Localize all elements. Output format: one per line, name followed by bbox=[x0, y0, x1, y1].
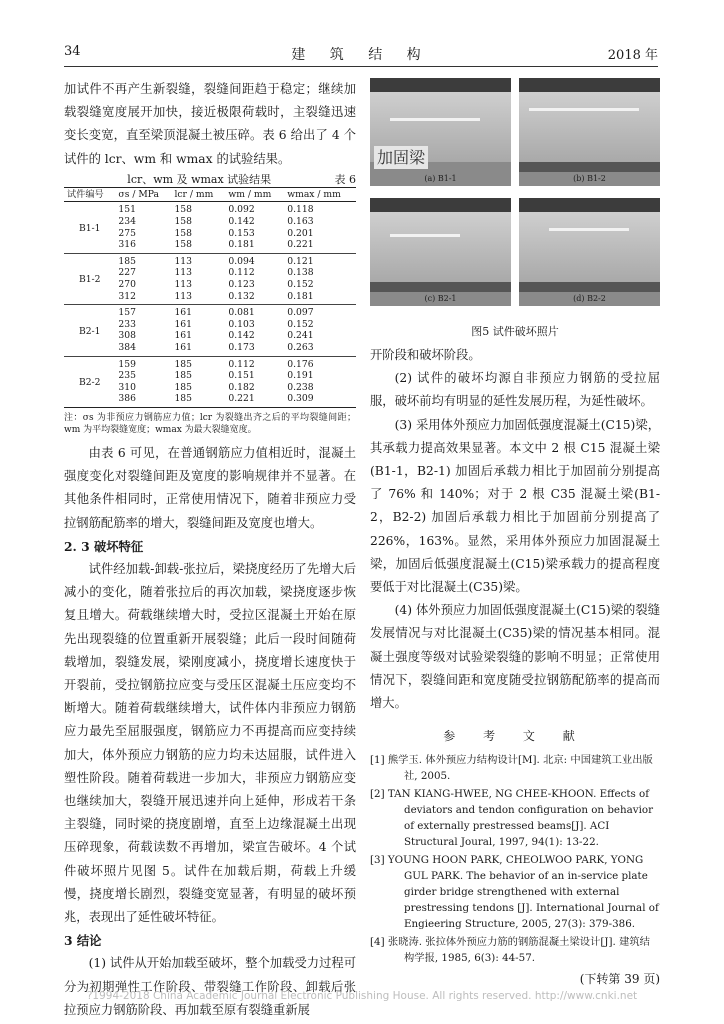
table-cell: 275 bbox=[118, 227, 136, 239]
table-cell: 0.103 bbox=[228, 318, 255, 330]
paragraph: (1) 试件从开始加载至破坏，整个加载受力过程可分为初期弹性工作阶段、带裂缝工作阶段、卸载后张拉预应力钢筋阶段、再加载至原有裂缝重新展 bbox=[64, 956, 356, 1017]
col-header: lcr / mm bbox=[171, 187, 225, 202]
specimen-id: B1-1 bbox=[78, 222, 101, 234]
table-cell: 113 bbox=[174, 255, 192, 267]
figure-caption: 图5 试件破坏照片 bbox=[471, 325, 559, 338]
photo-b1-1 bbox=[370, 78, 511, 186]
table-cell: 0.152 bbox=[287, 278, 314, 290]
table-cell: 235 bbox=[118, 370, 136, 382]
col-header: wm / mm bbox=[225, 187, 284, 202]
table-row bbox=[64, 356, 356, 370]
table-cell: 0.221 bbox=[287, 239, 314, 251]
table-cell: 158 bbox=[174, 216, 192, 227]
paragraph: (2) 试件的破坏均源自非预应力钢筋的受拉屈服，破坏前均有明显的延性发展历程，为延性破坏。 bbox=[370, 371, 660, 409]
table-group bbox=[64, 202, 356, 253]
paragraph: 开阶段和破坏阶段。 bbox=[370, 348, 481, 362]
table-cell: 310 bbox=[118, 381, 136, 393]
table-cell: 0.263 bbox=[287, 341, 314, 353]
results-table bbox=[64, 187, 356, 408]
table-number: 表 6 bbox=[334, 172, 356, 186]
table-row bbox=[64, 305, 356, 319]
table-title: lcr、wm 及 wmax 试验结果 bbox=[127, 172, 272, 186]
table-cell: 157 bbox=[118, 307, 136, 319]
table-cell: 185 bbox=[174, 393, 192, 405]
photo-sign: 加固梁 bbox=[374, 146, 428, 169]
table-cell: 185 bbox=[174, 358, 192, 370]
specimen-id: B2-1 bbox=[78, 325, 101, 337]
table-group bbox=[64, 356, 356, 407]
photo-b2-1 bbox=[370, 198, 511, 306]
page-number: 34 bbox=[64, 44, 81, 59]
table-cell: 0.112 bbox=[228, 267, 255, 279]
table-cell: 185 bbox=[174, 381, 192, 393]
header-rule bbox=[64, 66, 658, 67]
year: 2018 年 bbox=[607, 48, 658, 63]
reference-item: [3] YOUNG HOON PARK, CHEOLWOO PARK, YONG GUL PARK. The behavior of an in-service plate girder bridge strengthened with external prestressing tendons [J]. International Journal of Engieering Structure, 2005, 27(3): 379-386. bbox=[370, 854, 659, 931]
photo-caption: (c) B2-1 bbox=[424, 294, 457, 303]
table-cell: 113 bbox=[174, 267, 192, 279]
intro-paragraph: 加试件不再产生新裂缝，裂缝间距趋于稳定；继续加载裂缝宽度展开加快，接近极限荷载时，主裂缝迅速变长变宽，直至梁顶混凝土被压碎。表 6 给出了 4 个试件的 lcr、wm 和 wmax 的试验结果。 bbox=[64, 82, 356, 166]
table-cell: 185 bbox=[174, 370, 192, 382]
table-cell: 270 bbox=[118, 278, 136, 290]
table-cell: 0.309 bbox=[287, 393, 314, 405]
table-cell: 0.151 bbox=[228, 370, 255, 382]
section-heading: 2. 3 破坏特征 bbox=[64, 538, 144, 554]
table-cell: 234 bbox=[118, 216, 136, 227]
col-header: σs / MPa bbox=[115, 187, 171, 202]
table-cell: 0.221 bbox=[228, 393, 255, 405]
table-cell: 161 bbox=[174, 307, 192, 319]
col-header: 试件编号 bbox=[64, 187, 115, 202]
reference-item: [4] 张晓涛. 张拉体外预应力筋的钢筋混凝土梁设计[J]. 建筑结构学报, 1985, 6(3): 44-57. bbox=[370, 936, 650, 965]
table-cell: 227 bbox=[118, 267, 136, 279]
references-heading: 参 考 文 献 bbox=[443, 729, 587, 744]
table-cell: 312 bbox=[118, 290, 136, 302]
section-heading: 3 结论 bbox=[64, 933, 102, 949]
table-cell: 0.181 bbox=[287, 290, 314, 302]
table-cell: 113 bbox=[174, 278, 192, 290]
table-cell: 159 bbox=[118, 358, 136, 370]
photo-b2-2 bbox=[519, 198, 660, 306]
table-cell: 0.153 bbox=[228, 227, 255, 239]
table-cell: 161 bbox=[174, 330, 192, 342]
table-cell: 0.142 bbox=[228, 216, 255, 227]
table-cell: 233 bbox=[118, 318, 136, 330]
paragraph: (4) 体外预应力加固低强度混凝土(C15)梁的裂缝发展情况与对比混凝土(C35)梁的情况基本相同。混凝土强度等级对试验梁裂缝的影响不明显；正常使用情况下，裂缝间距和宽度随受拉钢筋配筋率的提高而增大。 bbox=[370, 603, 660, 711]
table-cell: 0.123 bbox=[228, 278, 255, 290]
table-cell: 0.238 bbox=[287, 381, 314, 393]
table-cell: 0.097 bbox=[287, 307, 314, 319]
table-row bbox=[64, 253, 356, 267]
table-cell: 0.241 bbox=[287, 330, 314, 342]
table-cell: 158 bbox=[174, 204, 192, 216]
table-cell: 386 bbox=[118, 393, 136, 405]
table-cell: 0.163 bbox=[287, 216, 314, 227]
copyright-footer: ?1994-2018 China Academic Journal Electronic Publishing House. All rights reserved. http://www.cnki.net bbox=[86, 990, 638, 1002]
table-cell: 0.094 bbox=[228, 255, 255, 267]
specimen-id: B1-2 bbox=[78, 274, 101, 286]
photo-caption: (b) B1-2 bbox=[573, 174, 606, 183]
reference-item: [2] TAN KIANG-HWEE, NG CHEE-KHOON. Effects of deviators and tendon configuration on behavior of externally prestressed beams[J]. ACI Structural Joural, 1997, 94(1): 13-22. bbox=[370, 788, 654, 849]
table-cell: 0.173 bbox=[228, 341, 255, 353]
col-header: wmax / mm bbox=[284, 187, 356, 202]
table-cell: 0.132 bbox=[228, 290, 255, 302]
journal-title: 建 筑 结 构 bbox=[291, 47, 431, 63]
table-cell: 0.191 bbox=[287, 370, 314, 382]
continued-note: (下转第 39 页) bbox=[579, 972, 660, 987]
table-cell: 113 bbox=[174, 290, 192, 302]
table-cell: 0.092 bbox=[228, 204, 255, 216]
table-cell: 316 bbox=[118, 239, 136, 251]
table-group bbox=[64, 253, 356, 304]
table-cell: 0.112 bbox=[228, 358, 255, 370]
table-cell: 0.181 bbox=[228, 239, 255, 251]
left-column bbox=[64, 78, 356, 1022]
table-cell: 0.118 bbox=[287, 204, 314, 216]
photo-b1-2 bbox=[519, 78, 660, 186]
photo-caption: (d) B2-2 bbox=[573, 294, 606, 303]
paragraph: 由表 6 可见，在普通钢筋应力值相近时，混凝土强度变化对裂缝间距及宽度的影响规律并不显著。在其他条件相同时，正常使用情况下，随着非预应力受拉钢筋配筋率的增大，裂缝间距及宽度也增大。 bbox=[64, 445, 356, 530]
table-caption bbox=[64, 173, 356, 187]
table-cell: 158 bbox=[174, 227, 192, 239]
table-cell: 0.182 bbox=[228, 381, 255, 393]
table-note: 注：σs 为非预应力钢筋应力值；lcr 为裂缝出齐之后的平均裂缝间距；wm 为平均裂缝宽度；wmax 为最大裂缝宽度。 bbox=[64, 412, 356, 435]
right-column bbox=[370, 78, 660, 992]
table-cell: 384 bbox=[118, 341, 136, 353]
paragraph: (3) 采用体外预应力加固低强度混凝土(C15)梁，其承载力提高效果显著。本文中 2 根 C15 混凝土梁(B1-1，B2-1) 加固后承载力相比于加固前分别提高了 76% 和 140%；对于 2 根 C35 混凝土梁(B1-2，B2-2) 加固后承载力相比于加固前分别提高了 226%，163%。显然，采用体外预应力加固混凝土梁，加固后低强度混凝土(C15)梁承载力的提高程度要低于对比混凝土(C35)梁。 bbox=[370, 417, 660, 595]
table-cell: 0.201 bbox=[287, 227, 314, 239]
table-cell: 0.142 bbox=[228, 330, 255, 342]
photo-caption: (a) B1-1 bbox=[424, 174, 457, 183]
table-cell: 0.138 bbox=[287, 267, 314, 279]
table-cell: 0.152 bbox=[287, 318, 314, 330]
table-cell: 151 bbox=[118, 204, 136, 216]
table-row bbox=[64, 202, 356, 216]
figure-photos bbox=[370, 78, 660, 318]
table-cell: 161 bbox=[174, 341, 192, 353]
table-header-row bbox=[64, 187, 356, 202]
table-cell: 185 bbox=[118, 255, 136, 267]
reference-item: [1] 熊学玉. 体外预应力结构设计[M]. 北京: 中国建筑工业出版社, 2005. bbox=[370, 754, 653, 783]
table-group bbox=[64, 305, 356, 356]
table-cell: 0.081 bbox=[228, 307, 255, 319]
table-cell: 0.176 bbox=[287, 358, 314, 370]
running-header bbox=[64, 44, 658, 66]
specimen-id: B2-2 bbox=[78, 376, 101, 388]
table-cell: 161 bbox=[174, 318, 192, 330]
table-cell: 308 bbox=[118, 330, 136, 342]
table-cell: 0.121 bbox=[287, 255, 314, 267]
table-cell: 158 bbox=[174, 239, 192, 251]
paragraph: 试件经加载-卸载-张拉后，梁挠度经历了先增大后减小的变化，随着张拉后的再次加载，梁挠度逐步恢复且增大。荷载继续增大时，受拉区混凝土开始在原先出现裂缝的位置重新开展裂缝；此后一段时间随荷载增加，裂缝发展，梁刚度减小，挠度增长速度快于开裂前，受拉钢筋拉应变与受压区混凝土压应变均不断增大。随着荷载继续增大，试件体内非预应力钢筋应力最先至屈服强度，钢筋应力不再提高而应变持续加大，体外预应力钢筋的应力均未达屈服，试件进入塑性阶段。随着荷载进一步加大，非预应力钢筋应变也继续加大，裂缝开展迅速并向上延伸，形成若干条主裂缝，同时梁的挠度剧增，直至上边缘混凝土出现压碎现象，荷载读数不再增加，梁宣告破坏。4 个试件破坏照片见图 5。试件在加载后期，荷载上升缓慢，挠度增长剧烈，裂缝变宽显著，有明显的破坏预兆，表现出了延性破坏特征。 bbox=[64, 561, 356, 924]
